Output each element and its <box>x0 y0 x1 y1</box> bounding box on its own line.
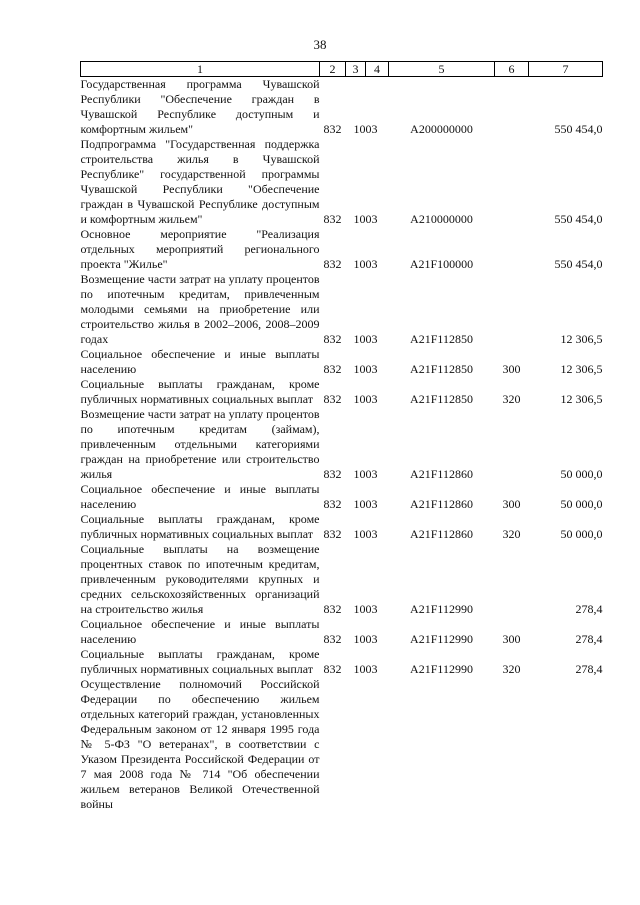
cell-expense-type: 300 <box>502 362 521 376</box>
cell-subsection: 03 <box>365 332 378 346</box>
cell-ministry: 832 <box>323 362 342 376</box>
cell-expense-type: 320 <box>502 662 521 676</box>
cell-target-article: A21F112990 <box>410 632 473 646</box>
cell-expense-type <box>495 677 529 812</box>
table-row <box>81 407 603 482</box>
cell-expense-type <box>495 542 529 617</box>
cell-section: 10 <box>353 662 366 676</box>
cell-section: 10 <box>353 257 366 271</box>
cell-subsection <box>366 677 389 812</box>
cell-expense-type: 320 <box>502 527 521 541</box>
cell-ministry: 832 <box>323 332 342 346</box>
cell-ministry: 832 <box>323 257 342 271</box>
cell-expense-type <box>495 227 529 272</box>
page-number: 38 <box>313 37 327 52</box>
cell-section: 10 <box>353 527 366 541</box>
cell-target-article: A21F112990 <box>410 662 473 676</box>
item-name: Социальное обеспечение и иные выплаты населению <box>80 482 320 511</box>
cell-target-article <box>389 677 495 812</box>
table-row <box>81 512 603 542</box>
cell-subsection: 03 <box>365 662 378 676</box>
column-header: 4 <box>366 62 389 77</box>
table-header <box>81 62 603 77</box>
cell-expense-type <box>495 77 529 138</box>
table-row <box>81 137 603 227</box>
budget-table <box>80 61 603 812</box>
cell-target-article: A21F112860 <box>410 467 473 481</box>
item-name: Социальные выплаты гражданам, кроме публичных нормативных социальных выплат <box>80 647 320 676</box>
cell-ministry: 832 <box>323 602 342 616</box>
table-row <box>81 677 603 812</box>
cell-target-article: A200000000 <box>410 122 473 136</box>
item-name: Осуществление полномочий Российской Федерации по обеспечению жильем отдельных категорий граждан, установленных Федеральным законом от 12 января 1995 года № 5-ФЗ "О ветеранах", в соответствии с Указом Президента Российской Федерации от 7 мая 2008 года № 714 "Об обеспечении жильем ветеранов Великой Отечественной войны <box>80 677 320 811</box>
cell-subsection: 03 <box>365 467 378 481</box>
cell-expense-type: 300 <box>502 632 521 646</box>
cell-amount: 550 454,0 <box>554 257 603 271</box>
cell-target-article: A21F112990 <box>410 602 473 616</box>
item-name: Социальные выплаты на возмещение процентных ставок по ипотечным кредитам, привлеченным руководителями крупных и средних сельскохозяйственных организаций на строительство жилья <box>80 542 320 616</box>
column-header: 6 <box>495 62 529 77</box>
column-header: 1 <box>81 62 320 77</box>
cell-amount: 50 000,0 <box>560 467 603 481</box>
table-row <box>81 227 603 272</box>
table-row <box>81 77 603 138</box>
cell-section: 10 <box>353 362 366 376</box>
cell-amount: 278,4 <box>575 662 603 676</box>
cell-section: 10 <box>353 602 366 616</box>
column-header: 2 <box>320 62 346 77</box>
column-header: 7 <box>529 62 603 77</box>
item-name: Социальные выплаты гражданам, кроме публичных нормативных социальных выплат <box>80 377 320 406</box>
header-row <box>81 62 603 77</box>
table-row <box>81 377 603 407</box>
table-row <box>81 347 603 377</box>
cell-expense-type: 320 <box>502 392 521 406</box>
cell-ministry: 832 <box>323 527 342 541</box>
cell-target-article: A21F112850 <box>410 332 473 346</box>
table-row <box>81 272 603 347</box>
column-header: 5 <box>389 62 495 77</box>
cell-section: 10 <box>353 332 366 346</box>
cell-subsection: 03 <box>365 527 378 541</box>
item-name: Подпрограмма "Государственная поддержка строительства жилья в Чувашской Республике" государственной программы Чувашской Республики "Обеспечение граждан в Чувашской Республике доступным и комфортным жильем" <box>80 137 320 226</box>
cell-target-article: A21F112850 <box>410 392 473 406</box>
cell-ministry <box>320 677 346 812</box>
cell-expense-type: 300 <box>502 497 521 511</box>
column-header: 3 <box>346 62 366 77</box>
cell-ministry: 832 <box>323 662 342 676</box>
cell-target-article: A21F112850 <box>410 362 473 376</box>
item-name: Социальные выплаты гражданам, кроме публичных нормативных социальных выплат <box>80 512 320 541</box>
table-body <box>81 77 603 813</box>
cell-amount: 50 000,0 <box>560 497 603 511</box>
cell-section: 10 <box>353 467 366 481</box>
cell-amount: 12 306,5 <box>560 392 603 406</box>
cell-subsection: 03 <box>365 602 378 616</box>
cell-amount: 50 000,0 <box>560 527 603 541</box>
cell-subsection: 03 <box>365 392 378 406</box>
cell-ministry: 832 <box>323 632 342 646</box>
cell-amount: 278,4 <box>575 602 603 616</box>
cell-ministry: 832 <box>323 497 342 511</box>
cell-expense-type <box>495 407 529 482</box>
cell-section: 10 <box>353 497 366 511</box>
cell-amount: 12 306,5 <box>560 332 603 346</box>
table-row <box>81 647 603 677</box>
cell-subsection: 03 <box>365 497 378 511</box>
cell-amount: 12 306,5 <box>560 362 603 376</box>
cell-subsection: 03 <box>365 362 378 376</box>
cell-section: 10 <box>353 122 366 136</box>
item-name: Государственная программа Чувашской Республики "Обеспечение граждан в Чувашской Республике доступным и комфортным жильем" <box>80 77 320 136</box>
cell-target-article: A210000000 <box>410 212 473 226</box>
cell-amount <box>529 677 603 812</box>
cell-ministry: 832 <box>323 122 342 136</box>
cell-ministry: 832 <box>323 212 342 226</box>
cell-ministry: 832 <box>323 467 342 481</box>
item-name: Социальное обеспечение и иные выплаты населению <box>80 347 320 376</box>
cell-amount: 550 454,0 <box>554 212 603 226</box>
cell-expense-type <box>495 272 529 347</box>
cell-subsection: 03 <box>365 212 378 226</box>
cell-subsection: 03 <box>365 122 378 136</box>
cell-amount: 550 454,0 <box>554 122 603 136</box>
cell-target-article: A21F100000 <box>409 257 474 271</box>
cell-subsection: 03 <box>365 632 378 646</box>
item-name: Основное мероприятие "Реализация отдельных мероприятий регионального проекта "Жилье" <box>80 227 320 271</box>
table-row <box>81 617 603 647</box>
cell-expense-type <box>495 137 529 227</box>
item-name: Возмещение части затрат на уплату процентов по ипотечным кредитам, привлеченным молодыми семьями на приобретение или строительство жилья в 2002–2006, 2008–2009 годах <box>80 272 320 346</box>
cell-ministry: 832 <box>323 392 342 406</box>
cell-section: 10 <box>353 632 366 646</box>
cell-section: 10 <box>353 212 366 226</box>
cell-amount: 278,4 <box>575 632 603 646</box>
cell-section <box>346 677 366 812</box>
item-name: Социальное обеспечение и иные выплаты населению <box>80 617 320 646</box>
table-row <box>81 482 603 512</box>
cell-section: 10 <box>353 392 366 406</box>
item-name: Возмещение части затрат на уплату процентов по ипотечным кредитам (займам), привлеченным отдельными категориями граждан на приобретение или строительство жилья <box>80 407 320 481</box>
cell-subsection: 03 <box>365 257 378 271</box>
cell-target-article: A21F112860 <box>410 497 473 511</box>
table-row <box>81 542 603 617</box>
cell-target-article: A21F112860 <box>410 527 473 541</box>
